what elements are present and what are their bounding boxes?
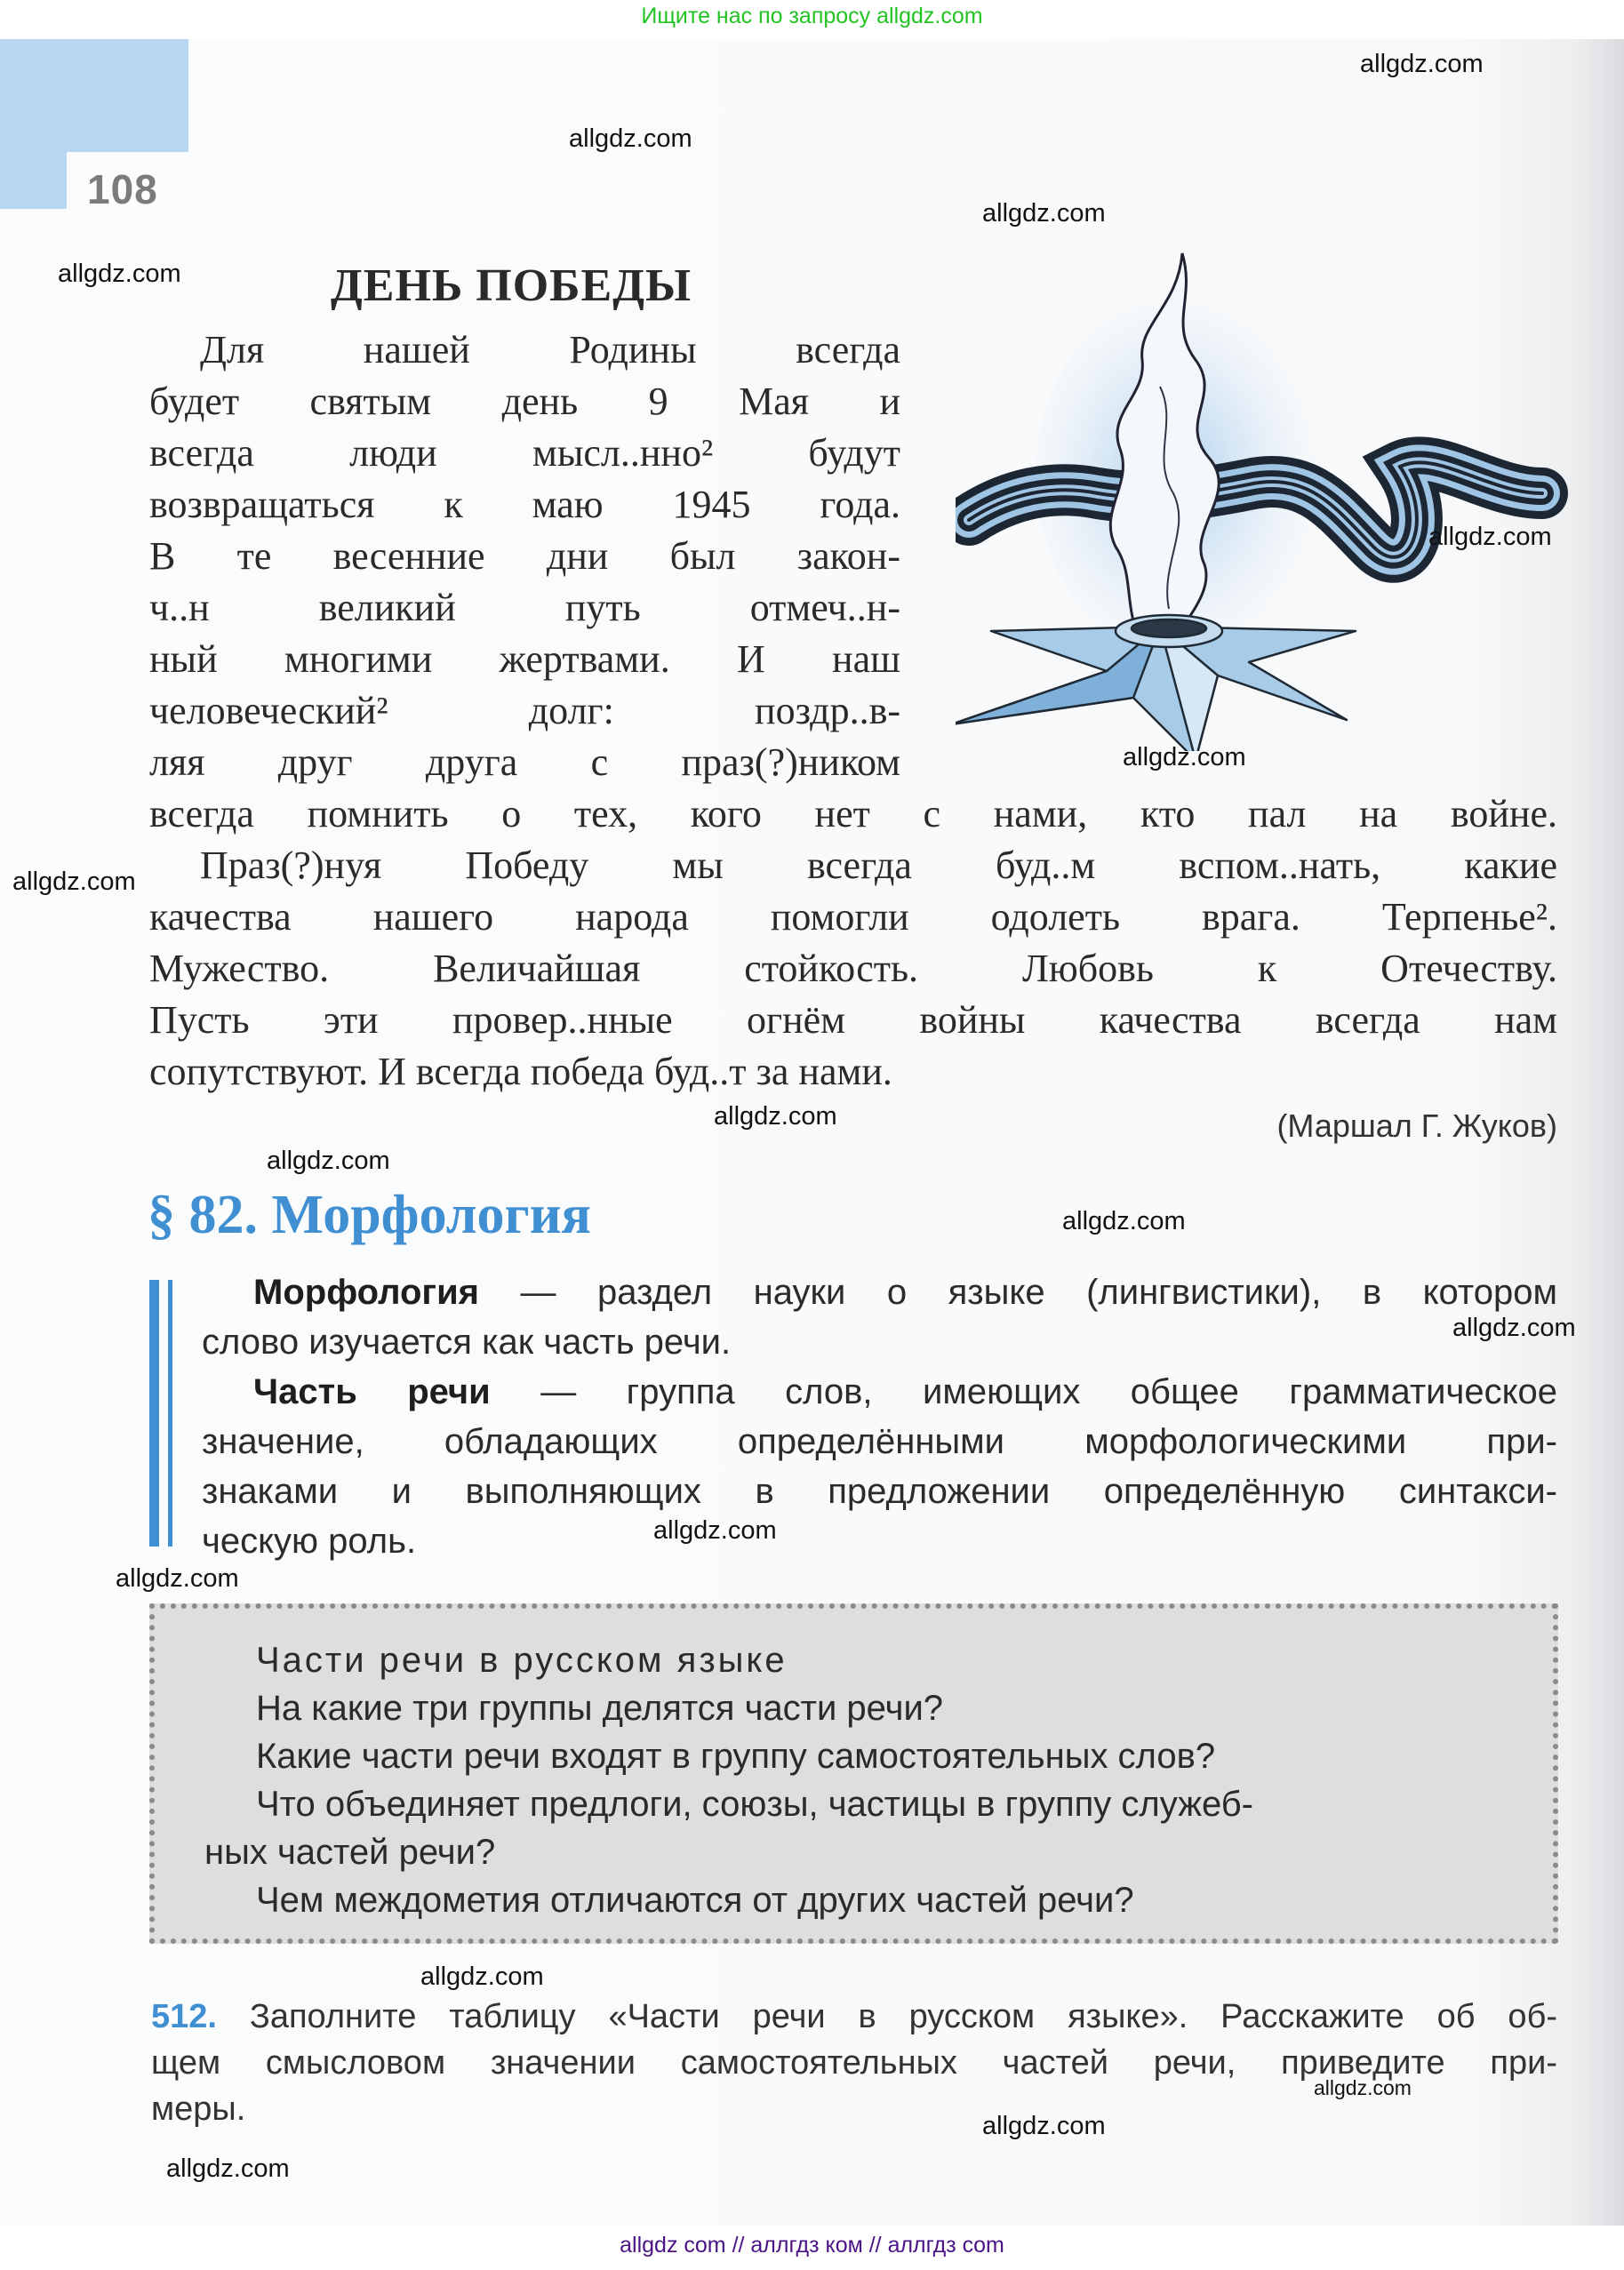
definition-line: знаками и выполняющих в предложении определённую синтакси-: [202, 1472, 1557, 1511]
watermark: allgdz.com: [1428, 523, 1552, 551]
story-line: ный многими жертвами. И наш: [149, 637, 900, 681]
story-line: сопутствуют. И всегда победа буд..т за нами.: [149, 1050, 892, 1093]
story-author: (Маршал Г. Жуков): [1276, 1107, 1557, 1144]
task-line: меры.: [151, 2090, 246, 2128]
page-number: 108: [87, 166, 158, 212]
story-line: человеческий² долг: поздр..в-: [149, 689, 900, 732]
box-question: ных частей речи?: [204, 1833, 496, 1872]
watermark: allgdz.com: [420, 1962, 544, 1991]
definition-line: слово изучается как часть речи.: [202, 1323, 732, 1362]
task-line: щем смысловом значении самостоятельных частей речи, приведите при-: [151, 2044, 1557, 2082]
watermark: allgdz.com: [1452, 1314, 1576, 1342]
top-banner[interactable]: Ищите нас по запросу allgdz.com: [641, 4, 983, 28]
definition-line: значение, обладающих определёнными морфологическими при-: [202, 1422, 1557, 1461]
watermark: allgdz.com: [653, 1516, 777, 1545]
story-line: возвращаться к маю 1945 года.: [149, 483, 900, 526]
definition-rule: [149, 1280, 159, 1547]
watermark: allgdz.com: [982, 2112, 1106, 2140]
story-line: Пусть эти провер..нные огнём войны качества всегда нам: [149, 998, 1557, 1042]
watermark: allgdz.com: [1062, 1207, 1186, 1235]
watermark: allgdz.com: [714, 1102, 837, 1131]
box-question: На какие три группы делятся части речи?: [256, 1689, 944, 1728]
story-line: ляя друг друга с праз(?)ником: [149, 740, 900, 784]
box-question: Что объединяет предлоги, союзы, частицы в группу служеб-: [256, 1785, 1253, 1824]
story-line: всегда люди мысл..нно² будут: [149, 431, 900, 475]
watermark: allgdz.com: [12, 867, 136, 896]
definition-term: Часть речи: [253, 1372, 491, 1411]
story-line: Праз(?)нуя Победу мы всегда буд..м вспом..нать, какие: [200, 843, 1557, 887]
story-line: ч..н великий путь отмеч..н-: [149, 586, 900, 629]
section-heading: § 82. Морфология: [148, 1185, 591, 1245]
box-title: Части речи в русском языке: [256, 1641, 788, 1680]
definition-line: ческую роль.: [202, 1522, 417, 1561]
watermark: allgdz.com: [569, 124, 692, 153]
task-number: 512.: [151, 1998, 217, 2035]
definition-rule-thin: [168, 1280, 172, 1547]
story-line: будет святым день 9 Мая и: [149, 380, 900, 423]
definition-line: Морфология — раздел науки о языке (лингвистики), в котором: [253, 1273, 1557, 1312]
watermark: allgdz.com: [982, 199, 1106, 228]
watermark: allgdz.com: [1314, 2076, 1412, 2099]
eternal-flame-star-ribbon-icon: [956, 227, 1578, 751]
story-line: всегда помнить о тех, кого нет с нами, кто пал на войне.: [149, 792, 1557, 835]
watermark: allgdz.com: [166, 2154, 290, 2183]
watermark: allgdz.com: [1360, 50, 1484, 78]
story-line: качества нашего народа помогли одолеть врага. Терпенье².: [149, 895, 1557, 939]
watermark: allgdz.com: [1123, 743, 1246, 771]
watermark: allgdz.com: [116, 1564, 239, 1593]
task-line: 512. Заполните таблицу «Части речи в русском языке». Расскажите об об-: [151, 1998, 1557, 2035]
definition-term: Морфология: [253, 1273, 480, 1312]
story-line: Для нашей Родины всегда: [200, 328, 900, 372]
footer-banner[interactable]: allgdz com // аллгдз ком // аллгдз com: [620, 2233, 1004, 2258]
box-question: Какие части речи входят в группу самостоятельных слов?: [256, 1737, 1216, 1776]
definition-line: Часть речи — группа слов, имеющих общее грамматическое: [253, 1372, 1558, 1411]
story-title: ДЕНЬ ПОБЕДЫ: [331, 260, 692, 311]
watermark: allgdz.com: [58, 260, 181, 288]
story-line: Мужество. Величайшая стойкость. Любовь к Отечеству.: [149, 947, 1557, 990]
watermark: allgdz.com: [267, 1147, 390, 1175]
story-line: В те весенние дни был закон-: [149, 534, 900, 578]
box-question: Чем междометия отличаются от других частей речи?: [256, 1881, 1134, 1920]
